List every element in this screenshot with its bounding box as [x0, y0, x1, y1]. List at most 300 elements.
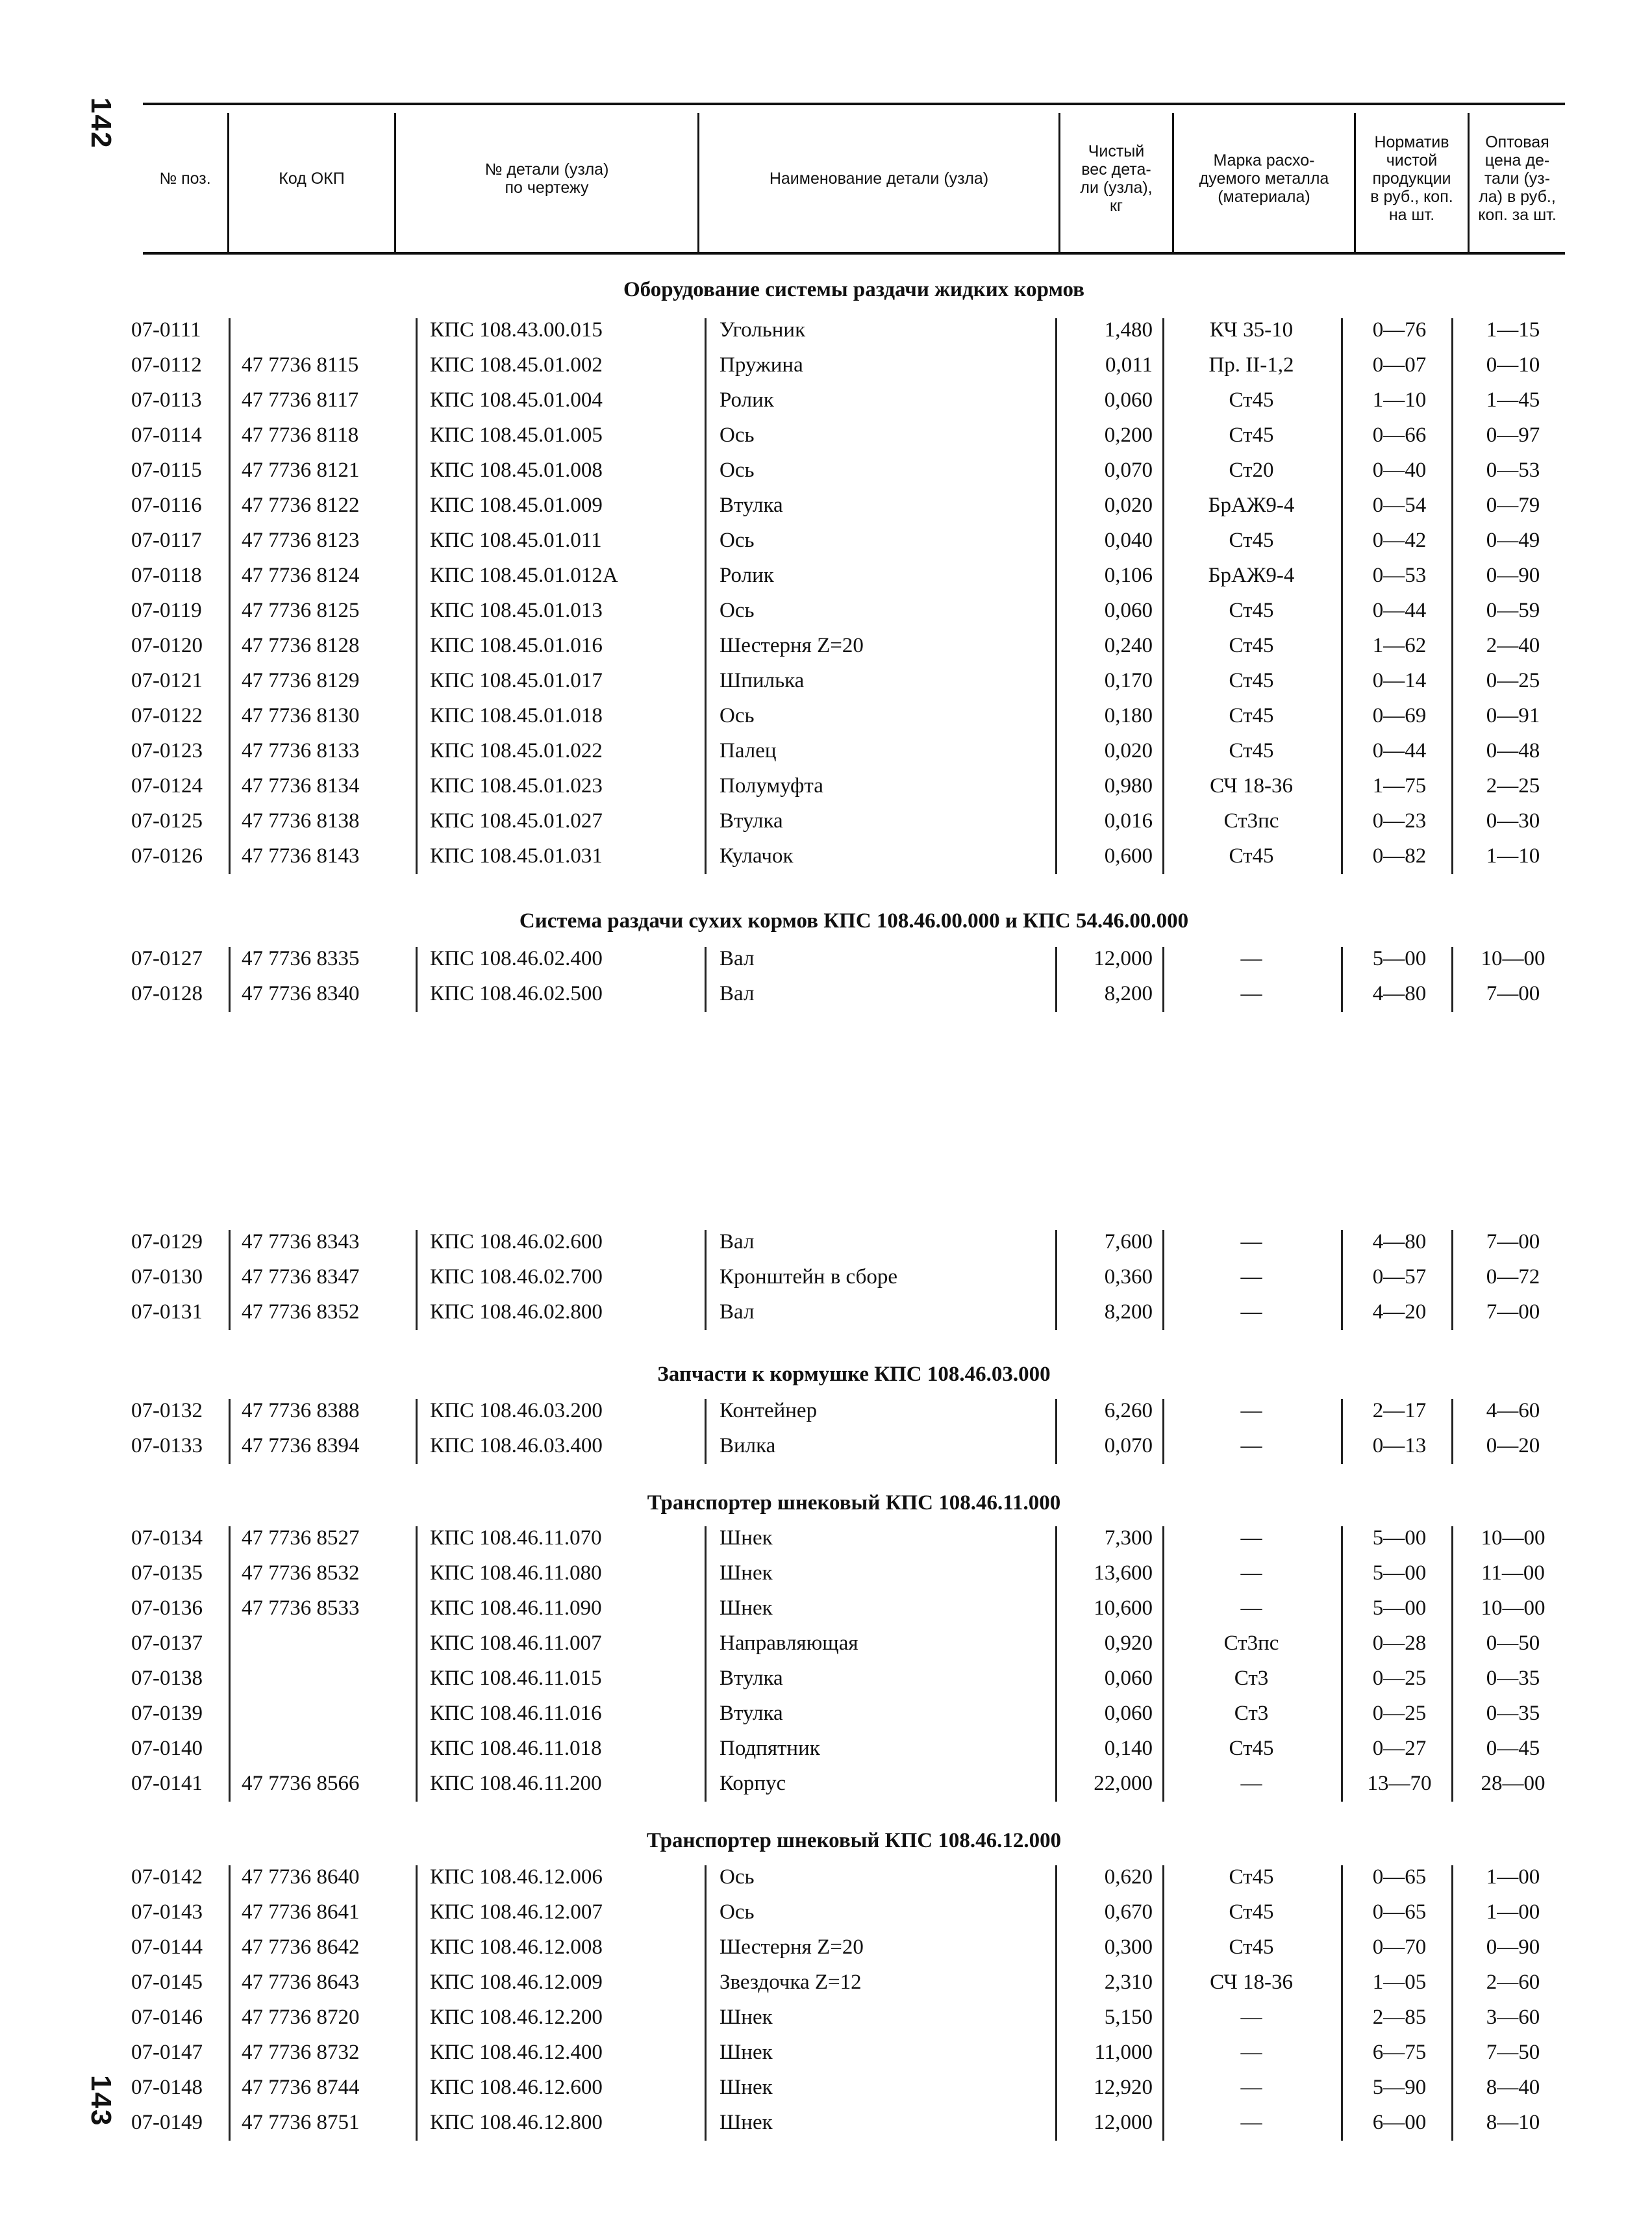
cell-norm: 0—65 — [1372, 1865, 1427, 1889]
cell-price: 0—49 — [1486, 529, 1540, 552]
column-divider — [1451, 1865, 1453, 2141]
cell-norm: 0—44 — [1372, 599, 1427, 622]
cell-norm: 0—82 — [1372, 844, 1427, 868]
cell-okp: 47 7736 8123 — [242, 529, 360, 552]
table-row — [0, 1226, 1652, 1261]
cell-detail-no: КПС 108.45.01.016 — [430, 634, 603, 657]
cell-price: 2—40 — [1486, 634, 1540, 657]
cell-material: СЧ 18-36 — [1210, 774, 1293, 798]
table-row — [0, 2002, 1652, 2037]
column-divider — [705, 1230, 707, 1330]
cell-material: СЧ 18-36 — [1210, 1971, 1293, 1994]
cell-weight: 0,200 — [1104, 423, 1153, 447]
cell-price: 1—10 — [1486, 844, 1540, 868]
cell-okp: 47 7736 8388 — [242, 1399, 360, 1422]
cell-name: Втулка — [720, 494, 783, 517]
cell-norm: 0—40 — [1372, 459, 1427, 482]
cell-material: — — [1240, 1230, 1262, 1253]
cell-material: Ст45 — [1229, 1865, 1274, 1889]
cell-norm: 5—00 — [1372, 1526, 1427, 1550]
cell-norm: 0—23 — [1372, 809, 1427, 833]
column-divider — [1341, 318, 1343, 874]
column-divider — [229, 1230, 231, 1330]
cell-price: 0—30 — [1486, 809, 1540, 833]
section-title: Оборудование системы раздачи жидких кормов — [623, 278, 1084, 301]
table-row — [0, 1628, 1652, 1663]
cell-name: Пружина — [720, 353, 803, 377]
column-divider — [1162, 1526, 1164, 1802]
cell-okp: 47 7736 8566 — [242, 1772, 360, 1795]
cell-detail-no: КПС 108.46.12.600 — [430, 2076, 603, 2099]
cell-price: 0—90 — [1486, 1935, 1540, 1959]
cell-pos: 07-0142 — [131, 1865, 203, 1889]
section-rows — [0, 1226, 1652, 1331]
cell-price: 7—00 — [1486, 1300, 1540, 1324]
cell-price: 0—50 — [1486, 1631, 1540, 1655]
table-row — [0, 595, 1652, 630]
table-row — [0, 1896, 1652, 1932]
cell-material: Ст45 — [1229, 599, 1274, 622]
cell-detail-no: КПС 108.45.01.031 — [430, 844, 603, 868]
table-header — [143, 103, 1565, 255]
header-norm: Норматив чистой продукции в руб., коп. на шт. — [1370, 133, 1453, 224]
cell-pos: 07-0125 — [131, 809, 203, 833]
cell-detail-no: КПС 108.45.01.009 — [430, 494, 603, 517]
cell-material: БрАЖ9-4 — [1208, 494, 1295, 517]
cell-detail-no: КПС 108.45.01.027 — [430, 809, 603, 833]
cell-pos: 07-0135 — [131, 1561, 203, 1585]
cell-weight: 0,060 — [1104, 599, 1153, 622]
cell-detail-no: КПС 108.46.03.200 — [430, 1399, 603, 1422]
cell-pos: 07-0128 — [131, 982, 203, 1005]
cell-weight: 8,200 — [1104, 1300, 1153, 1324]
cell-weight: 22,000 — [1094, 1772, 1153, 1795]
cell-name: Ось — [720, 599, 755, 622]
cell-material: — — [1240, 2006, 1262, 2029]
cell-price: 0—91 — [1486, 704, 1540, 727]
column-divider — [1055, 1865, 1057, 2141]
cell-weight: 0,620 — [1104, 1865, 1153, 1889]
cell-price: 0—35 — [1486, 1702, 1540, 1725]
cell-detail-no: КПС 108.46.02.400 — [430, 947, 603, 970]
cell-okp: 47 7736 8122 — [242, 494, 360, 517]
column-divider — [1162, 947, 1164, 1012]
cell-material: Ст45 — [1229, 634, 1274, 657]
cell-pos: 07-0119 — [131, 599, 202, 622]
section-rows — [0, 1395, 1652, 1465]
cell-price: 0—20 — [1486, 1434, 1540, 1457]
cell-pos: 07-0136 — [131, 1596, 203, 1620]
cell-weight: 0,140 — [1104, 1737, 1153, 1760]
cell-weight: 0,060 — [1104, 388, 1153, 412]
section-rows — [0, 314, 1652, 875]
cell-detail-no: КПС 108.45.01.018 — [430, 704, 603, 727]
cell-material: — — [1240, 1561, 1262, 1585]
cell-okp: 47 7736 8117 — [242, 388, 359, 412]
cell-name: Направляющая — [720, 1631, 858, 1655]
cell-pos: 07-0133 — [131, 1434, 203, 1457]
cell-okp: 47 7736 8352 — [242, 1300, 360, 1324]
cell-material: Ст45 — [1229, 1737, 1274, 1760]
cell-material: КЧ 35-10 — [1209, 318, 1294, 342]
table-row — [0, 978, 1652, 1013]
cell-norm: 0—27 — [1372, 1737, 1427, 1760]
cell-detail-no: КПС 108.46.12.009 — [430, 1971, 603, 1994]
cell-detail-no: КПС 108.46.02.500 — [430, 982, 603, 1005]
cell-norm: 5—00 — [1372, 1596, 1427, 1620]
cell-name: Ось — [720, 529, 755, 552]
table-row — [0, 805, 1652, 840]
cell-weight: 10,600 — [1094, 1596, 1153, 1620]
column-divider — [416, 318, 418, 874]
header-price: Оптовая цена де- тали (уз- ла) в руб., коп. за шт. — [1478, 133, 1557, 224]
table-row — [0, 665, 1652, 700]
cell-okp: 47 7736 8720 — [242, 2006, 360, 2029]
table-row — [0, 455, 1652, 490]
column-divider — [229, 318, 231, 874]
cell-name: Вал — [720, 1300, 755, 1324]
cell-norm: 0—13 — [1372, 1434, 1427, 1457]
cell-weight: 0,070 — [1104, 459, 1153, 482]
cell-norm: 6—00 — [1372, 2111, 1427, 2134]
column-divider — [229, 1526, 231, 1802]
column-divider — [229, 1399, 231, 1464]
cell-okp: 47 7736 8129 — [242, 669, 360, 692]
cell-weight: 7,600 — [1104, 1230, 1153, 1253]
cell-okp: 47 7736 8642 — [242, 1935, 360, 1959]
cell-name: Ось — [720, 423, 755, 447]
cell-name: Контейнер — [720, 1399, 818, 1422]
cell-pos: 07-0132 — [131, 1399, 203, 1422]
cell-price: 10—00 — [1481, 947, 1546, 970]
cell-price: 3—60 — [1486, 2006, 1540, 2029]
cell-detail-no: КПС 108.46.12.007 — [430, 1900, 603, 1924]
column-divider — [1341, 1526, 1343, 1802]
column-divider — [1451, 318, 1453, 874]
column-divider — [1451, 1230, 1453, 1330]
column-divider — [416, 947, 418, 1012]
cell-material: Ст45 — [1229, 1935, 1274, 1959]
column-divider — [1055, 318, 1057, 874]
cell-price: 0—53 — [1486, 459, 1540, 482]
column-divider — [1341, 947, 1343, 1012]
cell-detail-no: КПС 108.46.11.007 — [430, 1631, 602, 1655]
cell-price: 7—50 — [1486, 2041, 1540, 2064]
cell-name: Кронштейн в сборе — [720, 1265, 898, 1289]
cell-norm: 4—80 — [1372, 982, 1427, 1005]
cell-name: Вал — [720, 947, 755, 970]
cell-material: — — [1240, 947, 1262, 970]
cell-okp: 47 7736 8533 — [242, 1596, 360, 1620]
cell-price: 0—72 — [1486, 1265, 1540, 1289]
cell-pos: 07-0127 — [131, 947, 203, 970]
cell-price: 0—48 — [1486, 739, 1540, 762]
cell-weight: 0,240 — [1104, 634, 1153, 657]
cell-price: 0—97 — [1486, 423, 1540, 447]
table-row — [0, 700, 1652, 735]
table-row — [0, 1430, 1652, 1465]
cell-norm: 0—14 — [1372, 669, 1427, 692]
cell-weight: 11,000 — [1094, 2041, 1153, 2064]
column-divider — [1162, 1399, 1164, 1464]
column-divider — [416, 1526, 418, 1802]
cell-norm: 0—42 — [1372, 529, 1427, 552]
cell-weight: 0,180 — [1104, 704, 1153, 727]
cell-norm: 5—90 — [1372, 2076, 1427, 2099]
cell-detail-no: КПС 108.46.03.400 — [430, 1434, 603, 1457]
cell-norm: 5—00 — [1372, 1561, 1427, 1585]
column-divider — [705, 1399, 707, 1464]
cell-name: Кулачок — [720, 844, 794, 868]
table-row — [0, 490, 1652, 525]
cell-name: Палец — [720, 739, 777, 762]
cell-material: Ст3пс — [1223, 1631, 1279, 1655]
cell-name: Шнек — [720, 1526, 773, 1550]
cell-name: Втулка — [720, 1667, 783, 1690]
cell-pos: 07-0145 — [131, 1971, 203, 1994]
column-divider — [705, 1865, 707, 2141]
cell-weight: 0,020 — [1104, 494, 1153, 517]
column-divider — [416, 1230, 418, 1330]
cell-okp: 47 7736 8124 — [242, 564, 360, 587]
cell-name: Корпус — [720, 1772, 786, 1795]
cell-name: Вал — [720, 1230, 755, 1253]
table-row — [0, 384, 1652, 420]
cell-okp: 47 7736 8640 — [242, 1865, 360, 1889]
cell-price: 7—00 — [1486, 982, 1540, 1005]
section-rows — [0, 1861, 1652, 2142]
cell-pos: 07-0134 — [131, 1526, 203, 1550]
cell-okp: 47 7736 8532 — [242, 1561, 360, 1585]
cell-norm: 0—57 — [1372, 1265, 1427, 1289]
section-title: Транспортер шнековый КПС 108.46.11.000 — [647, 1491, 1061, 1515]
column-divider — [416, 1399, 418, 1464]
cell-weight: 8,200 — [1104, 982, 1153, 1005]
cell-okp: 47 7736 8125 — [242, 599, 360, 622]
cell-pos: 07-0123 — [131, 739, 203, 762]
cell-norm: 0—07 — [1372, 353, 1427, 377]
column-divider — [1451, 1399, 1453, 1464]
table-row — [0, 1967, 1652, 2002]
column-divider — [1341, 1399, 1343, 1464]
cell-weight: 0,020 — [1104, 739, 1153, 762]
cell-material: — — [1240, 1434, 1262, 1457]
table-row — [0, 349, 1652, 384]
column-divider — [1162, 1230, 1164, 1330]
cell-detail-no: КПС 108.46.11.200 — [430, 1772, 602, 1795]
cell-norm: 2—85 — [1372, 2006, 1427, 2029]
cell-name: Ось — [720, 1865, 755, 1889]
cell-name: Шестерня Z=20 — [720, 634, 864, 657]
cell-detail-no: КПС 108.45.01.005 — [430, 423, 603, 447]
table-row — [0, 420, 1652, 455]
cell-norm: 1—75 — [1372, 774, 1427, 798]
section-rows — [0, 1522, 1652, 1803]
header-detail-no: № детали (узла) по чертежу — [484, 160, 609, 197]
cell-okp: 47 7736 8128 — [242, 634, 360, 657]
cell-material: Ст45 — [1229, 704, 1274, 727]
cell-detail-no: КПС 108.46.02.800 — [430, 1300, 603, 1324]
table-row — [0, 560, 1652, 595]
cell-okp: 47 7736 8335 — [242, 947, 360, 970]
cell-material: — — [1240, 1265, 1262, 1289]
cell-price: 8—10 — [1486, 2111, 1540, 2134]
cell-pos: 07-0139 — [131, 1702, 203, 1725]
cell-detail-no: КПС 108.45.01.004 — [430, 388, 603, 412]
cell-weight: 7,300 — [1104, 1526, 1153, 1550]
cell-weight: 12,920 — [1094, 2076, 1153, 2099]
cell-material: — — [1240, 2041, 1262, 2064]
cell-weight: 2,310 — [1104, 1971, 1153, 1994]
cell-pos: 07-0113 — [131, 388, 202, 412]
cell-norm: 0—76 — [1372, 318, 1427, 342]
cell-price: 2—25 — [1486, 774, 1540, 798]
table-row — [0, 2107, 1652, 2142]
cell-weight: 0,106 — [1104, 564, 1153, 587]
cell-weight: 5,150 — [1104, 2006, 1153, 2029]
cell-okp: 47 7736 8340 — [242, 982, 360, 1005]
cell-material: Пр. II-1,2 — [1208, 353, 1294, 377]
table-row — [0, 1296, 1652, 1331]
column-divider — [1341, 1865, 1343, 2141]
cell-material: — — [1240, 2076, 1262, 2099]
cell-weight: 0,040 — [1104, 529, 1153, 552]
cell-okp: 47 7736 8343 — [242, 1230, 360, 1253]
cell-weight: 0,016 — [1104, 809, 1153, 833]
cell-name: Ось — [720, 1900, 755, 1924]
cell-detail-no: КПС 108.45.01.008 — [430, 459, 603, 482]
column-divider — [229, 947, 231, 1012]
cell-pos: 07-0140 — [131, 1737, 203, 1760]
table-row — [0, 1593, 1652, 1628]
column-divider — [1341, 1230, 1343, 1330]
column-divider — [705, 318, 707, 874]
cell-material: — — [1240, 1772, 1262, 1795]
table-row — [0, 1261, 1652, 1296]
cell-pos: 07-0116 — [131, 494, 202, 517]
column-divider — [1055, 1526, 1057, 1802]
cell-material: Ст45 — [1229, 669, 1274, 692]
cell-pos: 07-0148 — [131, 2076, 203, 2099]
cell-material: — — [1240, 2111, 1262, 2134]
cell-name: Полумуфта — [720, 774, 823, 798]
cell-pos: 07-0122 — [131, 704, 203, 727]
section-rows — [0, 943, 1652, 1013]
cell-pos: 07-0120 — [131, 634, 203, 657]
cell-weight: 1,480 — [1104, 318, 1153, 342]
cell-norm: 1—05 — [1372, 1971, 1427, 1994]
cell-detail-no: КПС 108.46.11.090 — [430, 1596, 602, 1620]
cell-weight: 0,070 — [1104, 1434, 1153, 1457]
cell-pos: 07-0124 — [131, 774, 203, 798]
cell-material: Ст45 — [1229, 423, 1274, 447]
page-number-bottom: 143 — [85, 2075, 117, 2127]
cell-material: Ст3 — [1234, 1702, 1269, 1725]
cell-price: 2—60 — [1486, 1971, 1540, 1994]
cell-price: 0—10 — [1486, 353, 1540, 377]
column-divider — [1055, 1230, 1057, 1330]
cell-weight: 0,060 — [1104, 1667, 1153, 1690]
cell-weight: 0,060 — [1104, 1702, 1153, 1725]
cell-norm: 1—10 — [1372, 388, 1427, 412]
column-divider — [1162, 318, 1164, 874]
table-row — [0, 525, 1652, 560]
cell-weight: 0,170 — [1104, 669, 1153, 692]
cell-pos: 07-0146 — [131, 2006, 203, 2029]
cell-pos: 07-0115 — [131, 459, 202, 482]
cell-name: Ось — [720, 704, 755, 727]
cell-detail-no: КПС 108.45.01.013 — [430, 599, 603, 622]
cell-pos: 07-0131 — [131, 1300, 203, 1324]
cell-material: Ст45 — [1229, 739, 1274, 762]
cell-pos: 07-0147 — [131, 2041, 203, 2064]
cell-norm: 0—65 — [1372, 1900, 1427, 1924]
cell-name: Втулка — [720, 809, 783, 833]
cell-weight: 0,360 — [1104, 1265, 1153, 1289]
table-row — [0, 1663, 1652, 1698]
table-row — [0, 840, 1652, 875]
cell-detail-no: КПС 108.46.11.015 — [430, 1667, 602, 1690]
cell-material: — — [1240, 1300, 1262, 1324]
cell-name: Угольник — [720, 318, 806, 342]
table-row — [0, 1698, 1652, 1733]
cell-price: 28—00 — [1481, 1772, 1546, 1795]
table-row — [0, 770, 1652, 805]
table-row — [0, 1932, 1652, 1967]
cell-okp: 47 7736 8394 — [242, 1434, 360, 1457]
table-row — [0, 1522, 1652, 1557]
cell-okp: 47 7736 8133 — [242, 739, 360, 762]
cell-okp: 47 7736 8115 — [242, 353, 359, 377]
cell-pos: 07-0114 — [131, 423, 202, 447]
cell-price: 4—60 — [1486, 1399, 1540, 1422]
cell-okp: 47 7736 8118 — [242, 423, 359, 447]
cell-pos: 07-0144 — [131, 1935, 203, 1959]
cell-price: 0—45 — [1486, 1737, 1540, 1760]
section-title: Транспортер шнековый КПС 108.46.12.000 — [646, 1829, 1062, 1852]
cell-okp: 47 7736 8143 — [242, 844, 360, 868]
cell-weight: 0,920 — [1104, 1631, 1153, 1655]
cell-weight: 6,260 — [1104, 1399, 1153, 1422]
header-okp: Код ОКП — [279, 170, 345, 188]
cell-pos: 07-0143 — [131, 1900, 203, 1924]
cell-detail-no: КПС 108.46.02.700 — [430, 1265, 603, 1289]
cell-pos: 07-0117 — [131, 529, 202, 552]
cell-name: Вал — [720, 982, 755, 1005]
column-divider — [416, 1865, 418, 2141]
cell-name: Втулка — [720, 1702, 783, 1725]
table-row — [0, 630, 1652, 665]
cell-detail-no: КПС 108.45.01.002 — [430, 353, 603, 377]
cell-weight: 0,600 — [1104, 844, 1153, 868]
cell-pos: 07-0130 — [131, 1265, 203, 1289]
cell-norm: 6—75 — [1372, 2041, 1427, 2064]
column-divider — [1055, 1399, 1057, 1464]
cell-okp: 47 7736 8527 — [242, 1526, 360, 1550]
cell-norm: 4—20 — [1372, 1300, 1427, 1324]
cell-norm: 0—69 — [1372, 704, 1427, 727]
cell-material: Ст3пс — [1223, 809, 1279, 833]
cell-detail-no: КПС 108.46.12.200 — [430, 2006, 603, 2029]
cell-price: 0—90 — [1486, 564, 1540, 587]
cell-detail-no: КПС 108.46.11.018 — [430, 1737, 602, 1760]
column-divider — [705, 947, 707, 1012]
table-row — [0, 1557, 1652, 1593]
cell-detail-no: КПС 108.46.11.070 — [430, 1526, 602, 1550]
cell-okp: 47 7736 8732 — [242, 2041, 360, 2064]
cell-pos: 07-0138 — [131, 1667, 203, 1690]
cell-pos: 07-0121 — [131, 669, 203, 692]
